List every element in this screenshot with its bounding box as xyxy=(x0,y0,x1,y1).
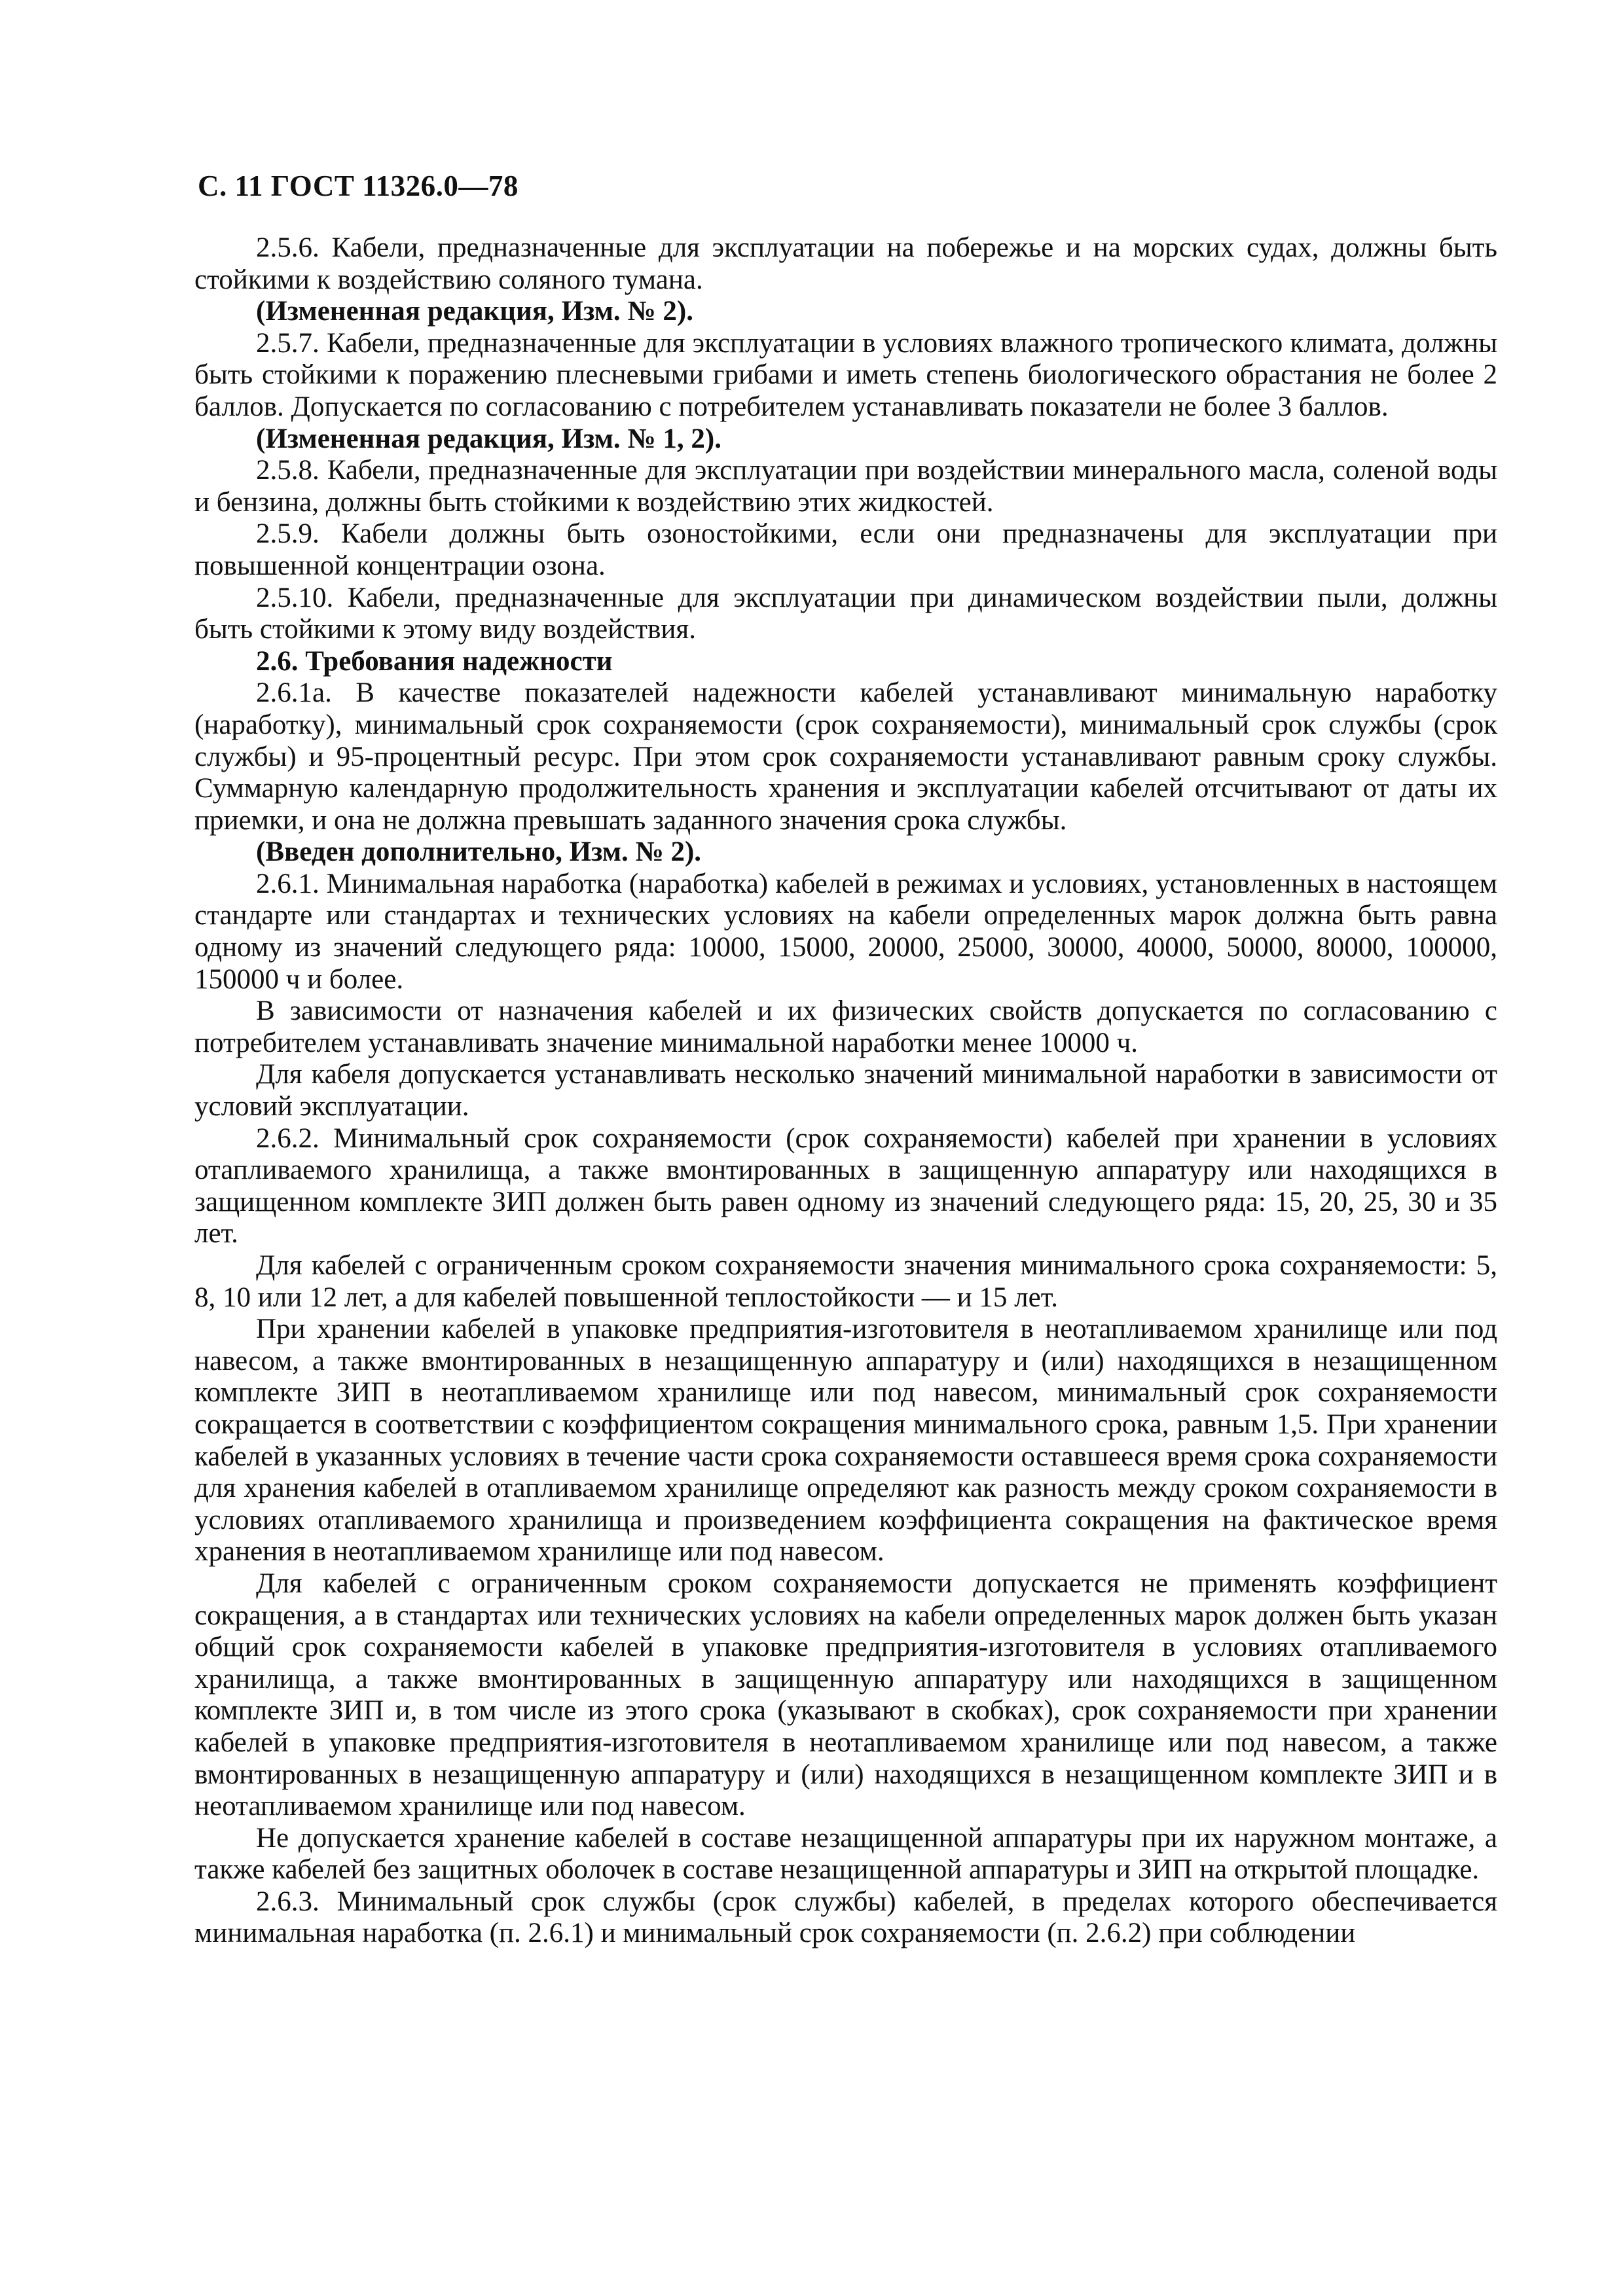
paragraph: 2.5.10. Кабели, предназначенные для эксплуатации при динамическом воздействии пыли, должны быть стойкими к этому виду воздействия. xyxy=(194,582,1497,645)
paragraph: Для кабелей с ограниченным сроком сохраняемости допускается не применять коэффициент сокращения, а в стандартах или технических условиях на кабели определенных марок должен быть указан общий срок сохраняемости кабелей в упаковке предприятия-изготовителя в условиях отапливаемого хранилища, а также вмонтированных в защищенную аппаратуру или находящихся в защищенном комплекте ЗИП и, в том числе из этого срока (указывают в скобках), срок сохраняемости при хранении кабелей в упаковке предприятия-изготовителя в неотапливаемом хранилище или под навесом, а также вмонтированных в незащищенную аппаратуру и (или) находящихся в незащищенном комплекте ЗИП и в неотапливаемом хранилище или под навесом. xyxy=(194,1568,1497,1822)
paragraph: Для кабеля допускается устанавливать несколько значений минимальной наработки в зависимости от условий эксплуатации. xyxy=(194,1059,1497,1122)
paragraph: 2.6.3. Минимальный срок службы (срок службы) кабелей, в пределах которого обеспечивается минимальная наработка (п. 2.6.1) и минимальный срок сохраняемости (п. 2.6.2) при соблюдении xyxy=(194,1886,1497,1949)
section-note: (Измененная редакция, Изм. № 1, 2). xyxy=(256,423,721,454)
document-body xyxy=(194,232,1497,1950)
section-note: (Введен дополнительно, Изм. № 2). xyxy=(256,836,702,868)
paragraph: Для кабелей с ограниченным сроком сохраняемости значения минимального срока сохраняемости: 5, 8, 10 или 12 лет, а для кабелей повышенной теплостойкости — и 15 лет. xyxy=(194,1250,1497,1313)
paragraph: 2.6.2. Минимальный срок сохраняемости (срок сохраняемости) кабелей при хранении в условиях отапливаемого хранилища, а также вмонтированных в защищенную аппаратуру или находящихся в защищенном комплекте ЗИП должен быть равен одному из значений следующего ряда: 15, 20, 25, 30 и 35 лет. xyxy=(194,1122,1497,1249)
paragraph: 2.5.7. Кабели, предназначенные для эксплуатации в условиях влажного тропического климата, должны быть стойкими к поражению плесневыми грибами и иметь степень биологического обрастания не более 2 баллов. Допускается по согласованию с потребителем устанавливать показатели не более 3 баллов. xyxy=(194,327,1497,422)
section-note: (Измененная редакция, Изм. № 2). xyxy=(256,296,693,327)
paragraph: 2.5.6. Кабели, предназначенные для эксплуатации на побережье и на морских судах, должны быть стойкими к воздействию соляного тумана. xyxy=(194,232,1497,295)
section-note: 2.6. Требования надежности xyxy=(256,645,613,677)
paragraph: 2.6.1а. В качестве показателей надежности кабелей устанавливают минимальную наработку (наработку), минимальный срок сохраняемости (срок сохраняемости), минимальный срок службы (срок службы) и 95-процентный ресурс. При этом срок сохраняемости устанавливают равным сроку службы. Суммарную календарную продолжительность хранения и эксплуатации кабелей отсчитывают от даты их приемки, и она не должна превышать заданного значения срока службы. xyxy=(194,677,1497,836)
paragraph: При хранении кабелей в упаковке предприятия-изготовителя в неотапливаемом хранилище или под навесом, а также вмонтированных в незащищенную аппаратуру и (или) находящихся в незащищенном комплекте ЗИП в неотапливаемом хранилище или под навесом, минимальный срок сохраняемости сокращается в соответствии с коэффициентом сокращения минимального срока, равным 1,5. При хранении кабелей в указанных условиях в течение части срока сохраняемости оставшееся время срока сохраняемости для хранения кабелей в отапливаемом хранилище определяют как разность между сроком сохраняемости в условиях отапливаемого хранилища и произведением коэффициента сокращения на фактическое время хранения в неотапливаемом хранилище или под навесом. xyxy=(194,1314,1497,1568)
paragraph: Не допускается хранение кабелей в составе незащищенной аппаратуры при их наружном монтаже, а также кабелей без защитных оболочек в составе незащищенной аппаратуры и ЗИП на открытой площадке. xyxy=(194,1822,1497,1886)
paragraph: В зависимости от назначения кабелей и их физических свойств допускается по согласованию с потребителем устанавливать значение минимальной наработки менее 10000 ч. xyxy=(194,996,1497,1058)
page-header: С. 11 ГОСТ 11326.0—78 xyxy=(198,170,519,202)
paragraph: 2.5.8. Кабели, предназначенные для эксплуатации при воздействии минерального масла, соленой воды и бензина, должны быть стойкими к воздействию этих жидкостей. xyxy=(194,455,1497,518)
paragraph: 2.6.1. Минимальная наработка (наработка) кабелей в режимах и условиях, установленных в настоящем стандарте или стандартах и технических условиях на кабели определенных марок должна быть равна одному из значений следующего ряда: 10000, 15000, 20000, 25000, 30000, 40000, 50000, 80000, 100000, 150000 ч и более. xyxy=(194,868,1497,995)
paragraph: 2.5.9. Кабели должны быть озоностойкими, если они предназначены для эксплуатации при повышенной концентрации озона. xyxy=(194,518,1497,581)
